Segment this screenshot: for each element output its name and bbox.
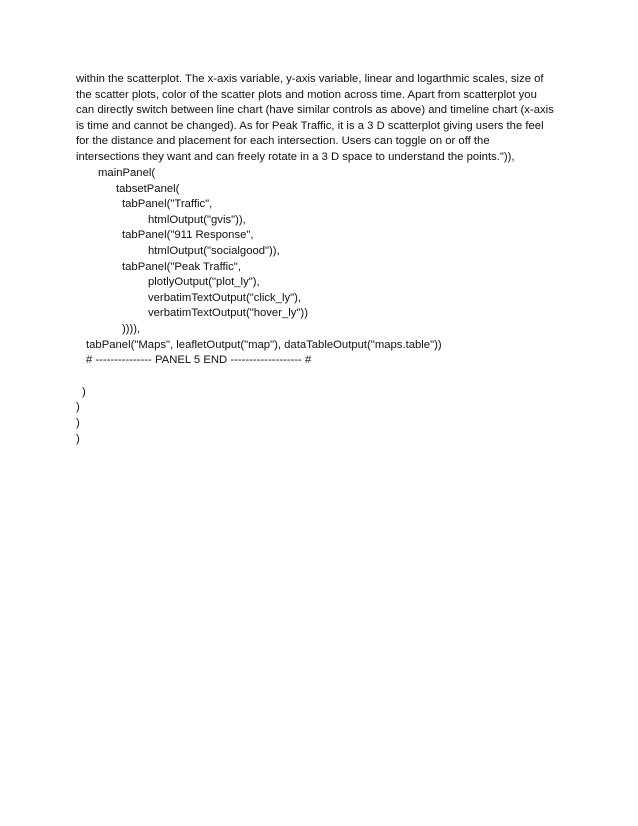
code-line: tabPanel("Peak Traffic", — [122, 260, 241, 273]
code-line: tabsetPanel( — [116, 182, 180, 195]
paragraph-line: within the scatterplot. The x-axis variable, y-axis variable, linear and logarthmic scales, size of — [76, 73, 544, 85]
code-line: verbatimTextOutput("hover_ly")) — [148, 307, 308, 320]
code-line: verbatimTextOutput("click_ly"), — [148, 291, 302, 304]
blank-line — [76, 369, 442, 385]
description-paragraph — [76, 72, 566, 166]
code-line: )))), — [122, 322, 141, 335]
paragraph-line: the scatter plots, color of the scatter plots and motion across time. Apart from scatterplot you — [76, 88, 537, 101]
code-line: tabPanel("911 Response", — [122, 229, 254, 242]
code-block — [76, 166, 442, 447]
code-line: # --------------- PANEL 5 END ------------------- # — [86, 354, 312, 367]
paragraph-line: is time and cannot be changed). As for Peak Traffic, it is a 3 D scatterplot giving users the feel — [76, 119, 544, 132]
code-line: ) — [82, 385, 86, 398]
paragraph-line: for the distance and placement for each intersection. Users can toggle on or off the — [76, 135, 490, 148]
paragraph-line: can directly switch between line chart (have similar controls as above) and timeline chart (x-axis — [76, 104, 554, 117]
code-line: ) — [76, 416, 80, 429]
code-line: ) — [76, 432, 80, 445]
paragraph-line: intersections they want and can freely rotate in a 3 D space to understand the points.")), — [76, 150, 515, 163]
code-line: tabPanel("Maps", leafletOutput("map"), dataTableOutput("maps.table")) — [86, 338, 442, 351]
code-line: plotlyOutput("plot_ly"), — [148, 276, 260, 289]
code-line: htmlOutput("socialgood")), — [148, 244, 280, 257]
code-line: mainPanel( — [98, 167, 156, 179]
code-line: tabPanel("Traffic", — [122, 198, 213, 211]
code-line: htmlOutput("gvis")), — [148, 213, 246, 226]
code-line: ) — [76, 401, 80, 414]
